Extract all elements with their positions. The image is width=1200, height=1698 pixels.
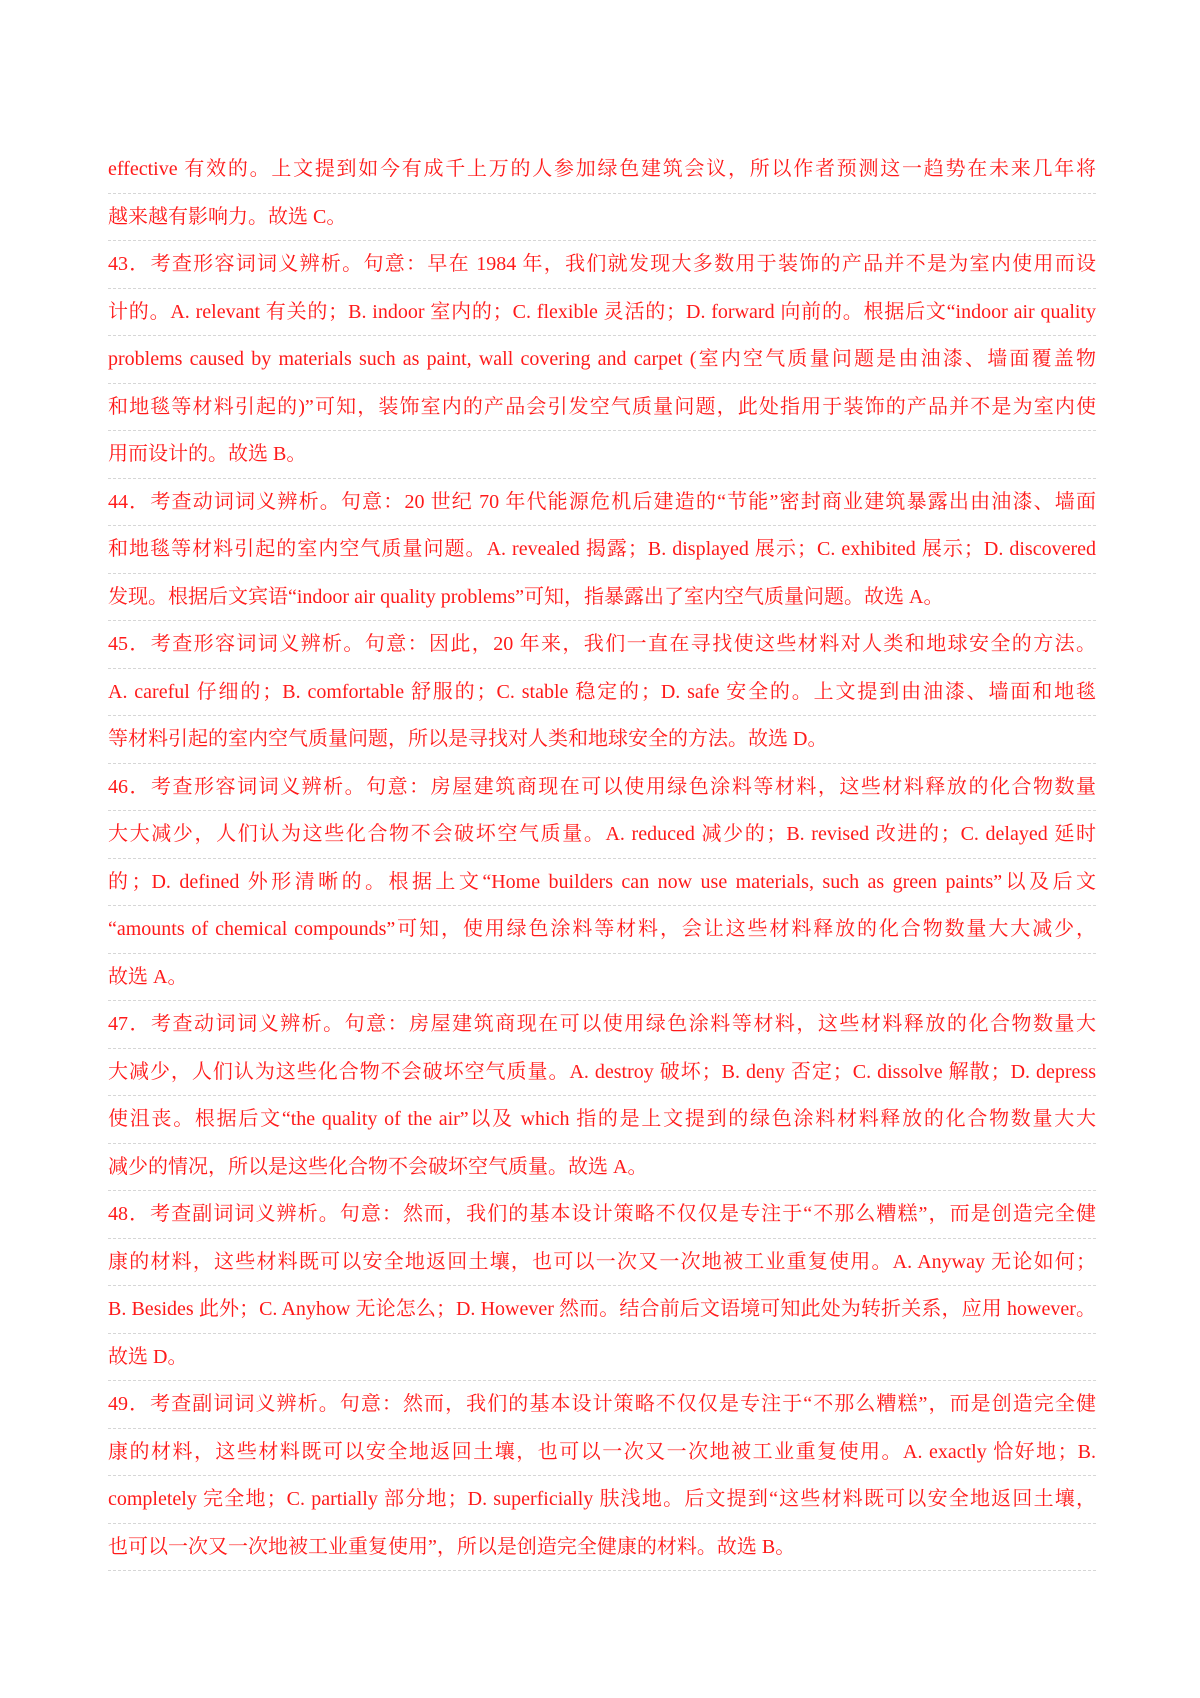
text-line: 减少的情况，所以是这些化合物不会破坏空气质量。故选 A。 (108, 1144, 1096, 1192)
explanation-p42 (108, 146, 1096, 241)
text-line: 48．考查副词词义辨析。句意：然而，我们的基本设计策略不仅仅是专注于“不那么糟糕”，而是创造完全健 (108, 1191, 1096, 1239)
text-line: 和地毯等材料引起的室内空气质量问题。A. revealed 揭露；B. displayed 展示；C. exhibited 展示；D. discovered (108, 526, 1096, 574)
explanation-p44 (108, 479, 1096, 622)
text-line: 等材料引起的室内空气质量问题，所以是寻找对人类和地球安全的方法。故选 D。 (108, 716, 1096, 764)
text-line: 大大减少，人们认为这些化合物不会破坏空气质量。A. reduced 减少的；B. revised 改进的；C. delayed 延时 (108, 811, 1096, 859)
text-line: 使沮丧。根据后文“the quality of the air”以及 which 指的是上文提到的绿色涂料材料释放的化合物数量大大 (108, 1096, 1096, 1144)
text-line: 发现。根据后文宾语“indoor air quality problems”可知，指暴露出了室内空气质量问题。故选 A。 (108, 574, 1096, 622)
text-line: 康的材料，这些材料既可以安全地返回土壤，也可以一次又一次地被工业重复使用。A. Anyway 无论如何； (108, 1239, 1096, 1287)
text-line: 计的。A. relevant 有关的；B. indoor 室内的；C. flexible 灵活的；D. forward 向前的。根据后文“indoor air quality (108, 289, 1096, 337)
text-line: 故选 A。 (108, 954, 1096, 1002)
text-line: 大减少，人们认为这些化合物不会破坏空气质量。A. destroy 破坏；B. deny 否定；C. dissolve 解散；D. depress (108, 1049, 1096, 1097)
text-line: A. careful 仔细的；B. comfortable 舒服的；C. stable 稳定的；D. safe 安全的。上文提到由油漆、墙面和地毯 (108, 669, 1096, 717)
explanation-p47 (108, 1001, 1096, 1191)
text-line: 用而设计的。故选 B。 (108, 431, 1096, 479)
text-line: 49．考查副词词义辨析。句意：然而，我们的基本设计策略不仅仅是专注于“不那么糟糕”，而是创造完全健 (108, 1381, 1096, 1429)
text-line: “amounts of chemical compounds”可知，使用绿色涂料等材料，会让这些材料释放的化合物数量大大减少， (108, 906, 1096, 954)
explanation-p43 (108, 241, 1096, 479)
text-line: problems caused by materials such as paint, wall covering and carpet (室内空气质量问题是由油漆、墙面覆盖物 (108, 336, 1096, 384)
text-line: B. Besides 此外；C. Anyhow 无论怎么；D. However 然而。结合前后文语境可知此处为转折关系，应用 however。 (108, 1286, 1096, 1334)
text-line: 45．考查形容词词义辨析。句意：因此，20 年来，我们一直在寻找使这些材料对人类和地球安全的方法。 (108, 621, 1096, 669)
explanation-p49 (108, 1381, 1096, 1571)
text-line: 46．考查形容词词义辨析。句意：房屋建筑商现在可以使用绿色涂料等材料，这些材料释放的化合物数量 (108, 764, 1096, 812)
explanation-p45 (108, 621, 1096, 764)
explanation-p46 (108, 764, 1096, 1002)
text-line: 43．考查形容词词义辨析。句意：早在 1984 年，我们就发现大多数用于装饰的产品并不是为室内使用而设 (108, 241, 1096, 289)
text-line: 也可以一次又一次地被工业重复使用”，所以是创造完全健康的材料。故选 B。 (108, 1524, 1096, 1572)
text-line: 故选 D。 (108, 1334, 1096, 1382)
text-line: 和地毯等材料引起的)”可知，装饰室内的产品会引发空气质量问题，此处指用于装饰的产品并不是为室内使 (108, 384, 1096, 432)
text-line: 的；D. defined 外形清晰的。根据上文“Home builders can now use materials, such as green paints”以及后文 (108, 859, 1096, 907)
text-line: 47．考查动词词义辨析。句意：房屋建筑商现在可以使用绿色涂料等材料，这些材料释放的化合物数量大 (108, 1001, 1096, 1049)
explanation-p48 (108, 1191, 1096, 1381)
answer-explanations (108, 146, 1096, 1571)
text-line: completely 完全地；C. partially 部分地；D. superficially 肤浅地。后文提到“这些材料既可以安全地返回土壤， (108, 1476, 1096, 1524)
text-line: 越来越有影响力。故选 C。 (108, 194, 1096, 242)
text-line: effective 有效的。上文提到如今有成千上万的人参加绿色建筑会议，所以作者预测这一趋势在未来几年将 (108, 146, 1096, 194)
text-line: 康的材料，这些材料既可以安全地返回土壤，也可以一次又一次地被工业重复使用。A. exactly 恰好地；B. (108, 1429, 1096, 1477)
text-line: 44．考查动词词义辨析。句意：20 世纪 70 年代能源危机后建造的“节能”密封商业建筑暴露出由油漆、墙面 (108, 479, 1096, 527)
